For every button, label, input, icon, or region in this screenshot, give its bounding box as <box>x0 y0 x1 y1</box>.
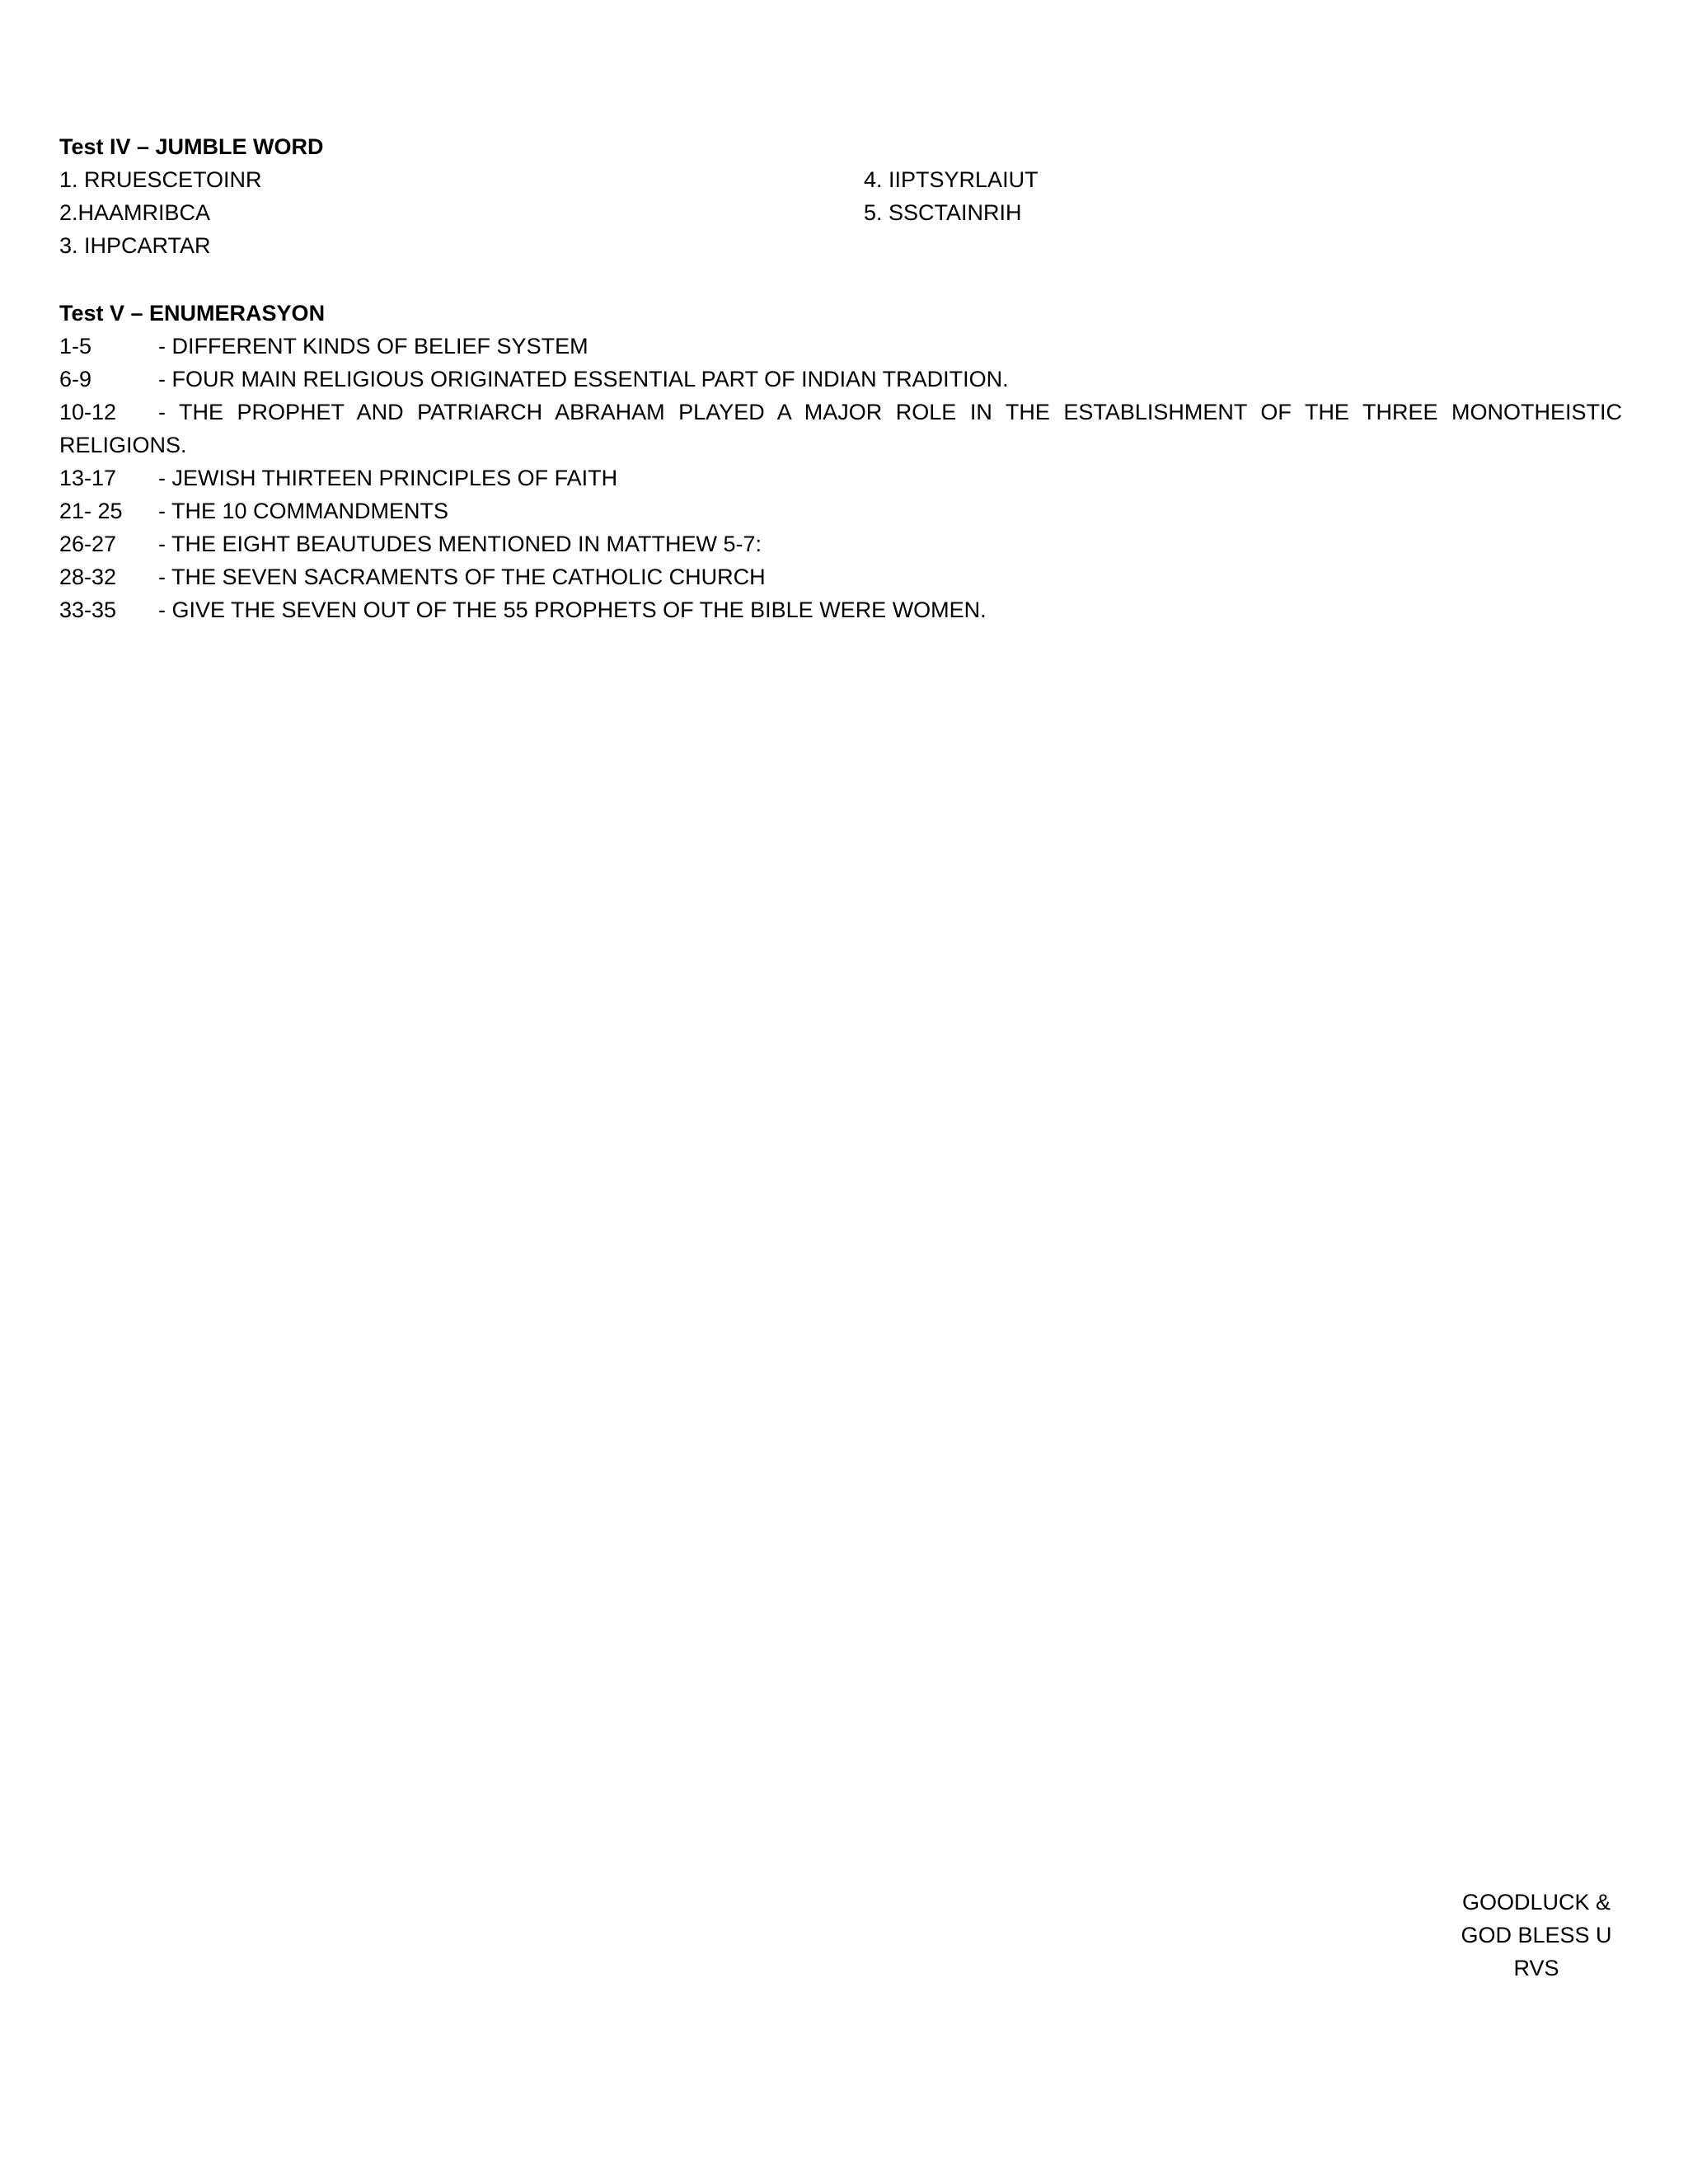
closing-line: GOODLUCK & <box>1461 1890 1611 1915</box>
jumble-item: 4. IIPTSYRLAIUT <box>864 167 1039 192</box>
jumble-column-left <box>59 163 262 262</box>
item-text: - FOUR MAIN RELIGIOUS ORIGINATED ESSENTIAL PART OF INDIAN TRADITION. <box>158 367 1009 391</box>
jumble-item: 5. SSCTAINRIH <box>864 200 1022 225</box>
item-text: - JEWISH THIRTEEN PRINCIPLES OF FAITH <box>158 466 618 490</box>
enumeration-item <box>59 527 1622 560</box>
test-v-heading: Test V – ENUMERASYON <box>59 301 326 326</box>
closing-signature: RVS <box>1513 1956 1559 1980</box>
item-text: - DIFFERENT KINDS OF BELIEF SYSTEM <box>158 334 588 359</box>
enumeration-item <box>59 363 1622 396</box>
item-range: 1-5 <box>59 334 92 359</box>
item-text: - GIVE THE SEVEN OUT OF THE 55 PROPHETS OF THE BIBLE WERE WOMEN. <box>158 598 987 622</box>
item-range: 28-32 <box>59 565 117 589</box>
enumeration-item <box>59 560 1622 593</box>
enumeration-item <box>59 396 1622 462</box>
enumeration-list <box>59 330 1622 626</box>
jumble-item: 2.HAAMRIBCA <box>59 200 211 225</box>
closing-line: GOD BLESS U <box>1461 1923 1612 1947</box>
item-text: - THE SEVEN SACRAMENTS OF THE CATHOLIC CHURCH <box>158 565 766 589</box>
jumble-item: 3. IHPCARTAR <box>59 233 211 258</box>
item-range: 13-17 <box>59 466 117 490</box>
item-range: 21- 25 <box>59 499 123 523</box>
enumeration-item <box>59 330 1622 363</box>
worksheet-page <box>59 130 1622 626</box>
closing-note <box>1434 1886 1639 1985</box>
item-range-inline: 10-12 <box>59 400 117 424</box>
item-range: 33-35 <box>59 598 117 622</box>
item-text: - THE 10 COMMANDMENTS <box>158 499 449 523</box>
enumeration-item <box>59 494 1622 527</box>
item-range: 26-27 <box>59 532 117 556</box>
jumble-item: 1. RRUESCETOINR <box>59 167 262 192</box>
item-text: - THE EIGHT BEAUTUDES MENTIONED IN MATTHEW 5-7: <box>158 532 762 556</box>
enumeration-item <box>59 462 1622 494</box>
item-text: 10-12 - THE PROPHET AND PATRIARCH ABRAHAM PLAYED A MAJOR ROLE IN THE ESTABLISHMENT OF THE THREE MONOTHEISTIC RELIGIONS. <box>59 396 1622 462</box>
enumeration-item <box>59 593 1622 626</box>
section-spacer <box>59 262 1622 297</box>
jumble-column-right <box>864 163 1039 229</box>
item-range: 6-9 <box>59 367 92 391</box>
jumble-word-list <box>59 163 1622 262</box>
test-iv-heading: Test IV – JUMBLE WORD <box>59 134 324 159</box>
